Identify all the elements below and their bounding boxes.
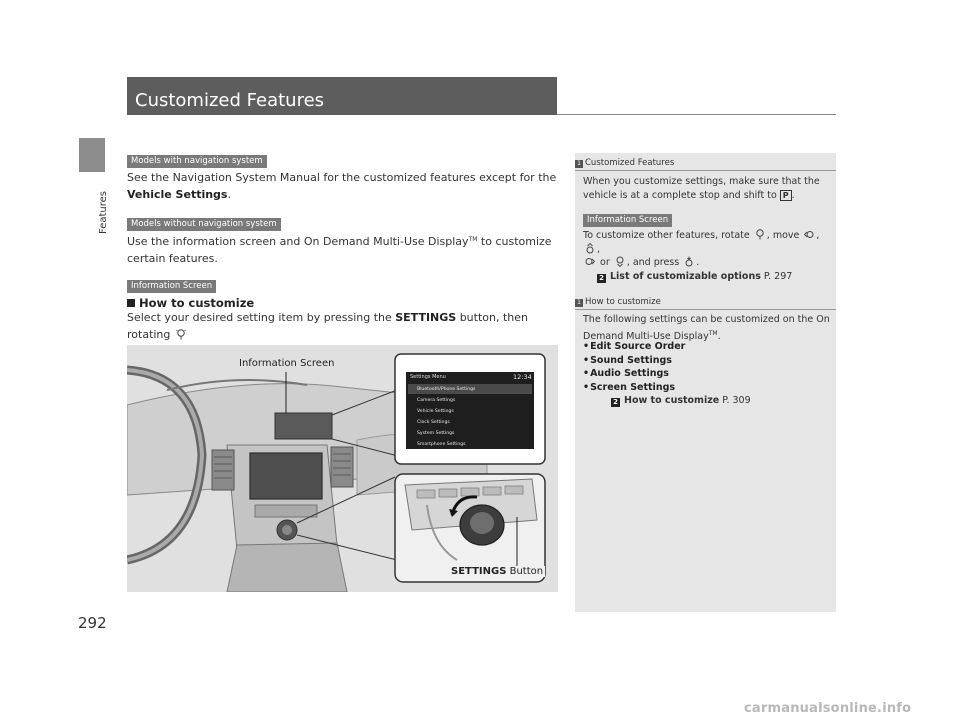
note2-text: The following settings can be customized on the On Demand Multi-Use Display™. bbox=[583, 314, 830, 342]
tag-nav-models: Models with navigation system bbox=[127, 155, 267, 168]
sidebar-tag-information-screen: Information Screen bbox=[583, 214, 672, 227]
right-icon bbox=[585, 256, 595, 267]
subheading-how-to-customize: How to customize bbox=[127, 296, 254, 310]
left-icon bbox=[804, 229, 814, 240]
note2-reference: 2 How to customize P. 309 bbox=[611, 394, 751, 408]
title-bar bbox=[127, 77, 557, 115]
section-label: Features bbox=[98, 191, 109, 234]
note-customized-features-head: 1 Customized Features bbox=[575, 158, 674, 168]
nav-paragraph: See the Navigation System Manual for the customized features except for the Vehicle Settings. bbox=[127, 171, 557, 201]
title-rule bbox=[557, 114, 836, 115]
bullet-sound-settings: • Sound Settings bbox=[583, 354, 685, 368]
menu-item-bluetooth: Bluetooth/Phone Settings bbox=[417, 387, 476, 392]
tag-information-screen: Information Screen bbox=[127, 280, 216, 293]
menu-item-smartphone: Smartphone Settings bbox=[417, 441, 466, 447]
callout-information-screen: Information Screen bbox=[239, 358, 335, 369]
down-icon bbox=[615, 256, 625, 267]
no-nav-paragraph: Use the information screen and On Demand Multi-Use Display™ to customize certain features. bbox=[127, 235, 552, 265]
bullet-audio-settings: • Audio Settings bbox=[583, 367, 685, 381]
menu-item-camera: Camera Settings bbox=[417, 397, 456, 403]
park-indicator: P bbox=[780, 190, 792, 201]
section-tab bbox=[79, 138, 105, 172]
dashboard-figure bbox=[127, 345, 558, 592]
bullet-edit-source-order: • Edit Source Order bbox=[583, 340, 685, 354]
note2-rule bbox=[575, 309, 836, 310]
note1-rule bbox=[575, 170, 836, 171]
note-how-to-customize-head: 1 How to customize bbox=[575, 297, 661, 307]
note1-text-2: To customize other features, rotate , move , , or , and press . 2 List of customizable options P. 297 bbox=[583, 230, 820, 282]
page-number: 292 bbox=[78, 614, 107, 632]
bullet-screen-settings: • Screen Settings bbox=[583, 381, 685, 395]
page-title: Customized Features bbox=[135, 90, 325, 111]
dashboard-illustration bbox=[127, 345, 558, 592]
settings-bullet-list bbox=[583, 340, 685, 394]
callout-settings-button: SETTINGS Button bbox=[451, 566, 544, 577]
screen-time: 12:34 bbox=[513, 373, 532, 381]
ref-arrow-icon: 2 bbox=[611, 398, 620, 407]
menu-item-system: System Settings bbox=[417, 430, 455, 436]
watermark: carmanualsonline.info bbox=[744, 701, 912, 716]
push-icon bbox=[684, 256, 694, 267]
ref-arrow-icon: 2 bbox=[597, 274, 606, 283]
note1-text: When you customize settings, make sure that the vehicle is at a complete stop and shift to P . bbox=[583, 176, 820, 201]
gear-icon bbox=[755, 229, 765, 240]
square-bullet-icon bbox=[127, 299, 135, 307]
menu-item-clock: Clock Settings bbox=[417, 419, 450, 425]
screen-title: Settings Menu bbox=[410, 374, 446, 380]
menu-item-vehicle: Vehicle Settings bbox=[417, 408, 454, 414]
gear-icon bbox=[176, 329, 186, 340]
settings-menu-list bbox=[417, 385, 475, 450]
step-paragraph: Select your desired setting item by pressing the SETTINGS button, then rotating bbox=[127, 309, 557, 360]
tag-no-nav-models: Models without navigation system bbox=[127, 218, 281, 231]
up-icon bbox=[585, 243, 595, 254]
